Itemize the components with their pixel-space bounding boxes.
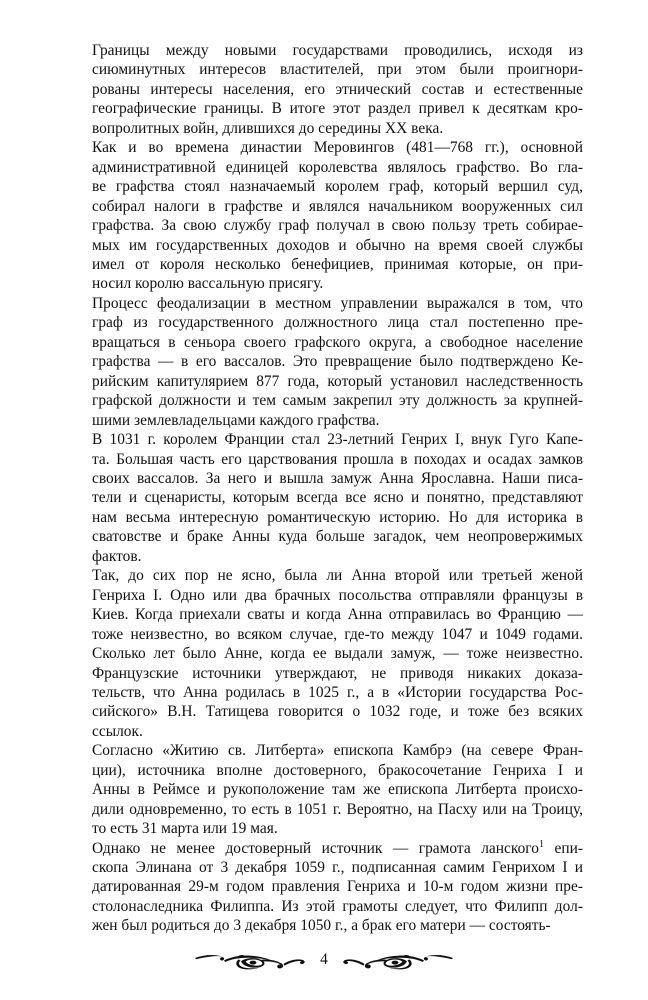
text-line: Сколько лет было Анне, когда ее выдали замуж, — тоже неизвестно. xyxy=(92,645,583,663)
text-line: Киев. Когда приехали сваты и когда Анна отправилась во Францию — xyxy=(92,606,583,624)
text-line: ве графства стоял назначаемый королем граф, который вершил суд, xyxy=(92,178,583,196)
text-line: та. Большая часть его царствования прошла в походах и осадах замков xyxy=(92,450,583,468)
text-line: мых им государственных доходов и обычно на время своей службы xyxy=(92,236,583,254)
text-line: сийского» В.Н. Татищева говорится о 1032 годе, и тоже без всяких xyxy=(92,703,583,721)
paragraph-1 xyxy=(67,41,583,138)
text-line: вращаться в сеньора своего графского округа, а свободное население xyxy=(92,333,583,351)
page-body-text xyxy=(67,41,583,936)
text-line: собирал налоги в графстве и являлся начальником вооруженных сил xyxy=(92,197,583,215)
text-line: вопролитных войн, длившихся до середины XX века. xyxy=(92,119,444,137)
text-line: графской должности и тем самым закрепил эту должность за крупней- xyxy=(92,392,583,410)
text-line: сватовстве и браке Анны куда больше загадок, чем неопровержимых xyxy=(92,528,583,546)
text-line: то есть 31 марта или 19 мая. xyxy=(92,820,278,838)
text-line: административной единицей королевства являлось графство. Во гла- xyxy=(92,158,583,176)
paragraph-2 xyxy=(67,138,583,294)
text-line: сиюминутных интересов властителей, при этом были проигнори- xyxy=(92,61,583,79)
paragraph-3 xyxy=(67,294,583,430)
flourish-ornament-left xyxy=(193,948,311,974)
text-line: Генриха I. Одно или два брачных посольства отправляли французы в xyxy=(92,586,583,604)
text-line: шими землевладельцами каждого графства. xyxy=(92,411,380,429)
text-line: Французские источники утверждают, не приводя никаких доказа- xyxy=(92,664,583,682)
text-line: своих вассалов. За него и вышла замуж Анна Ярославна. Наши писа- xyxy=(92,469,583,487)
text-line: нам весьма интересную романтическую историю. Но для историка в xyxy=(92,508,583,526)
paragraph-5 xyxy=(67,566,583,741)
text-line: рованы интересы населения, его этнический состав и естественные xyxy=(92,80,583,98)
text-line: тели и сценаристы, которым всегда все ясно и понятно, представляют xyxy=(92,489,583,507)
text-line: рийским капитулярием 877 года, который установил наследственность xyxy=(92,372,583,390)
text-line: Анны в Реймсе и рукоположение там же епископа Литберта происхо- xyxy=(92,781,583,799)
text-line: тельств, что Анна родилась в 1025 г., а в «Истории государства Рос- xyxy=(92,683,583,701)
text-line-tail: епи- xyxy=(544,839,583,857)
text-line: фактов. xyxy=(92,547,142,565)
flourish-ornament-right xyxy=(337,948,455,974)
text-line: ции), источника вполне достоверного, бракосочетание Генриха I и xyxy=(92,761,583,779)
text-line: Процесс феодализации в местном управлении выражался в том, что xyxy=(92,294,583,312)
text-line: ссылок. xyxy=(92,722,143,740)
text-line: датированная 29-м годом правления Генриха и 10-м годом жизни пре- xyxy=(92,878,583,896)
text-line: В 1031 г. королем Франции стал 23-летний Генрих I, внук Гуго Капе- xyxy=(92,431,583,449)
text-line-with-footnote xyxy=(67,839,583,858)
page-footer xyxy=(0,948,648,974)
footnote-marker: 1 xyxy=(538,838,544,850)
paragraph-4 xyxy=(67,430,583,566)
text-line: носил королю вассальную присягу. xyxy=(92,275,324,293)
paragraph-6 xyxy=(67,741,583,838)
text-line: скопа Элинана от 3 декабря 1059 г., подписанная самим Генрихом I и xyxy=(92,859,583,877)
text-line: Как и во времена династии Меровингов (481—768 гг.), основной xyxy=(92,139,583,157)
text-line: Так, до сих пор не ясно, была ли Анна второй или третьей женой xyxy=(92,567,583,585)
text-line: Границы между новыми государствами проводились, исходя из xyxy=(92,42,583,59)
text-line-segment: Однако не менее достоверный источник — грамота ланского xyxy=(92,839,539,857)
text-line: графства. За свою службу граф получал в свою пользу треть собирае- xyxy=(92,217,583,235)
text-line: графства — в его вассалов. Это превращение было подтверждено Ке- xyxy=(92,353,583,371)
page-number: 4 xyxy=(320,951,328,969)
text-line: столонаследника Филиппа. Из этой грамоты следует, что Филипп дол- xyxy=(92,897,583,915)
text-line: имел от короля несколько бенефициев, принимая которые, он при- xyxy=(92,255,583,273)
text-line: жен был родиться до 3 декабря 1050 г., а брак его матери — состоять- xyxy=(92,917,551,935)
paragraph-7 xyxy=(67,839,583,936)
text-line: дили одновременно, то есть в 1051 г. Вероятно, на Пасху или на Троицу, xyxy=(92,800,583,818)
text-line: Согласно «Житию св. Литберта» епископа Камбрэ (на севере Фран- xyxy=(92,742,583,760)
text-line: географические границы. В итоге этот раздел привел к десяткам кро- xyxy=(92,100,583,118)
text-line: тоже неизвестно, во всяком случае, где-то между 1047 и 1049 годами. xyxy=(92,625,583,643)
text-line: граф из государственного должностного лица стал постепенно пре- xyxy=(92,314,583,332)
